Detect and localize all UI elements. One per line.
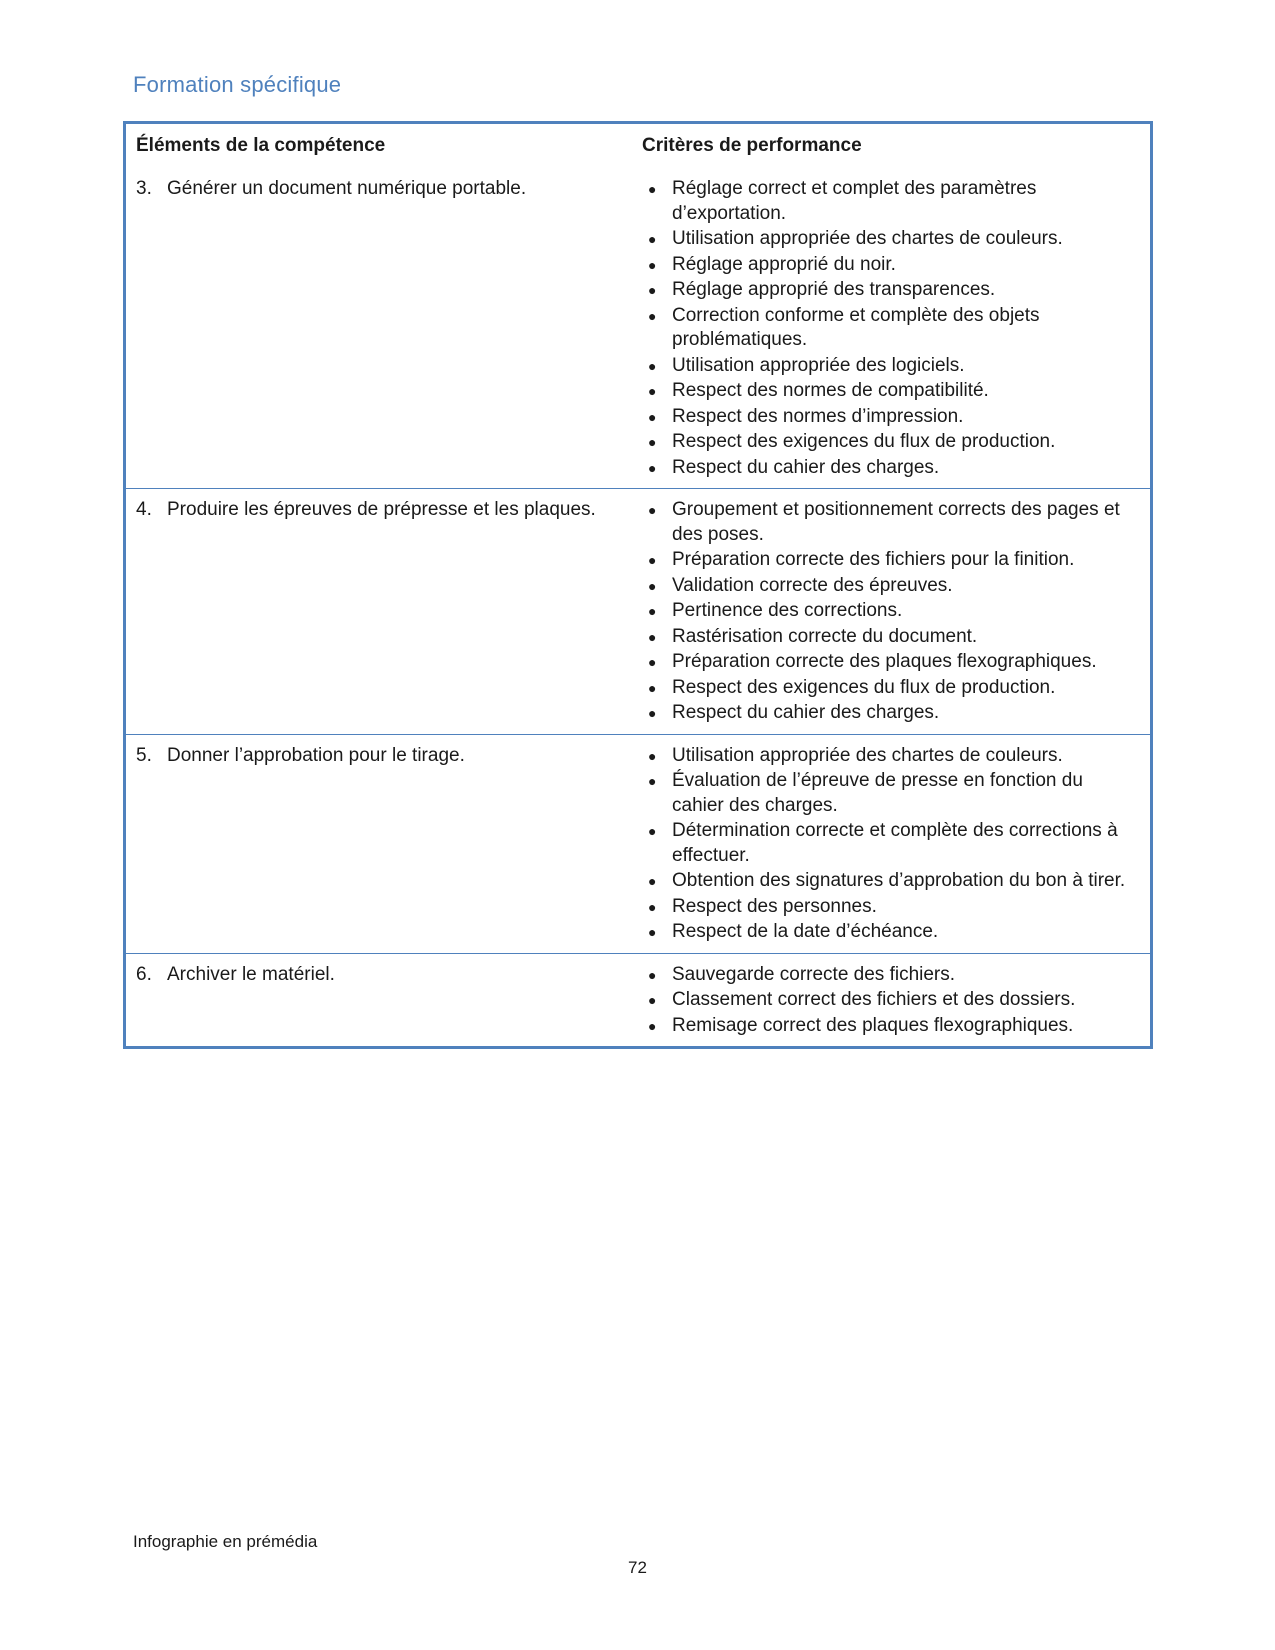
- bullet-icon: ●: [648, 383, 657, 399]
- bullet-icon: ●: [648, 502, 657, 518]
- criteria-text: Détermination correcte et complète des corrections à effectuer.: [672, 820, 1118, 866]
- criteria-text: Préparation correcte des fichiers pour la finition.: [672, 549, 1075, 570]
- bullet-icon: ●: [648, 603, 657, 619]
- element-cell: [126, 963, 639, 1040]
- bullet-icon: ●: [648, 823, 657, 839]
- bullet-icon: ●: [648, 307, 657, 324]
- criteria-cell: [639, 498, 1150, 727]
- criteria-item: [642, 177, 1138, 226]
- criteria-item: [642, 278, 1138, 303]
- criteria-item: [642, 920, 1138, 945]
- bullet-icon: ●: [648, 1017, 657, 1034]
- bullet-icon: ●: [648, 966, 657, 983]
- bullet-icon: ●: [648, 577, 657, 594]
- bullet-icon: ●: [648, 679, 657, 696]
- criteria-text: Respect des exigences du flux de production.: [672, 676, 1056, 698]
- header-elements: Éléments de la compétence: [136, 135, 386, 156]
- header-criteria: Critères de performance: [642, 135, 862, 156]
- criteria-list: [642, 744, 1138, 945]
- element-number: 4.: [136, 499, 152, 520]
- element-cell: [126, 177, 639, 481]
- criteria-text: Respect des exigences du flux de production.: [672, 431, 1056, 452]
- criteria-item: [642, 625, 1138, 650]
- element-number: 6.: [136, 963, 152, 985]
- bullet-icon: ●: [648, 628, 657, 645]
- criteria-item: [642, 744, 1138, 769]
- criteria-item: [642, 354, 1138, 379]
- criteria-text: Groupement et positionnement corrects des pages et des poses.: [672, 499, 1120, 545]
- bullet-icon: ●: [648, 357, 657, 374]
- element-cell: [126, 498, 639, 727]
- criteria-item: [642, 895, 1138, 920]
- criteria-item: [642, 599, 1138, 624]
- criteria-item: [642, 650, 1138, 675]
- criteria-text: Respect du cahier des charges.: [672, 456, 940, 478]
- bullet-icon: ●: [648, 654, 657, 670]
- criteria-list: [642, 498, 1138, 726]
- bullet-icon: ●: [648, 552, 657, 568]
- element-cell: [126, 744, 639, 946]
- criteria-item: [642, 701, 1138, 726]
- bullet-icon: ●: [648, 181, 657, 197]
- table-row: [126, 488, 1150, 734]
- criteria-text: Réglage approprié du noir.: [672, 253, 896, 275]
- criteria-item: [642, 819, 1138, 868]
- criteria-text: Respect des normes de compatibilité.: [672, 380, 989, 401]
- criteria-item: [642, 405, 1138, 430]
- criteria-text: Rastérisation correcte du document.: [672, 625, 978, 647]
- bullet-icon: ●: [648, 898, 657, 915]
- bullet-icon: ●: [648, 408, 657, 425]
- criteria-cell: [639, 744, 1150, 946]
- criteria-list: [642, 177, 1138, 480]
- criteria-item: [642, 1014, 1138, 1039]
- criteria-item: [642, 869, 1138, 894]
- element-number: 3.: [136, 178, 152, 199]
- bullet-icon: ●: [648, 705, 657, 721]
- criteria-text: Préparation correcte des plaques flexographiques.: [672, 651, 1097, 672]
- criteria-item: [642, 456, 1138, 481]
- criteria-item: [642, 963, 1138, 988]
- competence-element: [136, 963, 639, 987]
- bullet-icon: ●: [648, 434, 657, 450]
- competence-element: [136, 177, 639, 201]
- element-text: Donner l’approbation pour le tirage.: [167, 744, 465, 766]
- criteria-item: [642, 430, 1138, 455]
- criteria-item: [642, 769, 1138, 818]
- criteria-item: [642, 253, 1138, 278]
- criteria-text: Respect des personnes.: [672, 895, 877, 917]
- criteria-text: Réglage correct et complet des paramètres d’exportation.: [672, 178, 1037, 224]
- table-row: [126, 734, 1150, 953]
- criteria-item: [642, 379, 1138, 404]
- bullet-icon: ●: [648, 773, 657, 789]
- criteria-item: [642, 676, 1138, 701]
- criteria-text: Respect des normes d’impression.: [672, 405, 964, 427]
- element-text: Archiver le matériel.: [167, 963, 335, 985]
- bullet-icon: ●: [648, 256, 657, 273]
- criteria-cell: [639, 963, 1150, 1040]
- criteria-item: [642, 548, 1138, 573]
- criteria-text: Utilisation appropriée des logiciels.: [672, 354, 965, 376]
- page-number: 72: [628, 1558, 647, 1577]
- element-text: Produire les épreuves de prépresse et les plaques.: [167, 499, 596, 520]
- criteria-cell: [639, 177, 1150, 481]
- bullet-icon: ●: [648, 873, 657, 889]
- element-text: Générer un document numérique portable.: [167, 178, 527, 199]
- bullet-icon: ●: [648, 459, 657, 476]
- bullet-icon: ●: [648, 231, 657, 247]
- criteria-item: [642, 988, 1138, 1013]
- criteria-text: Obtention des signatures d’approbation du bon à tirer.: [672, 870, 1126, 891]
- criteria-item: [642, 227, 1138, 252]
- criteria-text: Évaluation de l’épreuve de presse en fonction du cahier des charges.: [672, 770, 1083, 816]
- criteria-text: Classement correct des fichiers et des dossiers.: [672, 989, 1076, 1010]
- criteria-text: Sauvegarde correcte des fichiers.: [672, 963, 956, 985]
- criteria-text: Utilisation appropriée des chartes de couleurs.: [672, 228, 1063, 249]
- section-title: Formation spécifique: [133, 72, 342, 97]
- table-body: [126, 168, 1150, 1046]
- criteria-list: [642, 963, 1138, 1039]
- criteria-text: Correction conforme et complète des objets problématiques.: [672, 304, 1040, 350]
- criteria-item: [642, 498, 1138, 547]
- criteria-text: Réglage approprié des transparences.: [672, 279, 996, 300]
- competence-element: [136, 498, 639, 522]
- bullet-icon: ●: [648, 747, 657, 764]
- bullet-icon: ●: [648, 992, 657, 1008]
- table-row: [126, 168, 1150, 488]
- bullet-icon: ●: [648, 924, 657, 940]
- criteria-text: Respect de la date d’échéance.: [672, 921, 939, 942]
- criteria-text: Utilisation appropriée des chartes de couleurs.: [672, 744, 1063, 766]
- competence-table: [123, 121, 1153, 1049]
- criteria-text: Remisage correct des plaques flexographiques.: [672, 1014, 1074, 1036]
- criteria-item: [642, 574, 1138, 599]
- criteria-text: Pertinence des corrections.: [672, 600, 903, 621]
- criteria-text: Validation correcte des épreuves.: [672, 574, 953, 596]
- element-number: 5.: [136, 744, 152, 766]
- criteria-item: [642, 304, 1138, 353]
- footer-title: Infographie en prémédia: [133, 1532, 318, 1551]
- table-row: [126, 953, 1150, 1047]
- criteria-text: Respect du cahier des charges.: [672, 702, 940, 723]
- competence-element: [136, 744, 639, 768]
- table-header-row: [126, 124, 1150, 168]
- bullet-icon: ●: [648, 282, 657, 298]
